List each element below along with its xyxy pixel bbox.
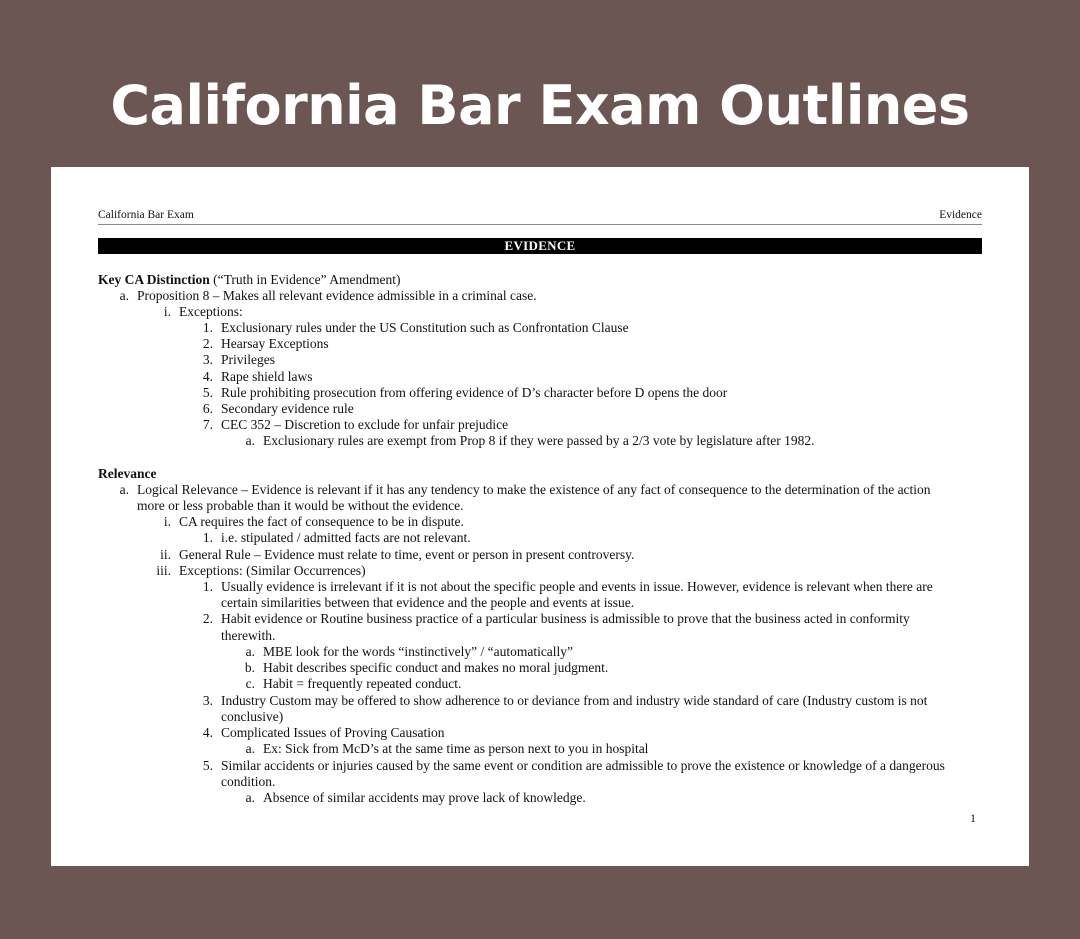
list-marker: 4.	[202, 369, 213, 384]
list-marker: i.	[163, 514, 171, 529]
list-item-text: more or less probable than it would be without the evidence.	[137, 498, 464, 513]
relevance-heading: Relevance	[98, 466, 157, 481]
list-marker: iii.	[156, 563, 171, 578]
section-title: EVIDENCE	[98, 238, 982, 254]
list-item-text: Logical Relevance – Evidence is relevant if it has any tendency to make the existence of any fact of consequence to the determination of the action	[137, 482, 931, 497]
list-marker: 4.	[202, 725, 213, 740]
list-marker: 2.	[202, 336, 213, 351]
list-item-text: Absence of similar accidents may prove lack of knowledge.	[263, 790, 586, 805]
list-marker: 1.	[202, 320, 213, 335]
list-item-text: General Rule – Evidence must relate to time, event or person in present controversy.	[179, 547, 635, 562]
list-marker: b.	[244, 660, 255, 675]
list-marker: c.	[245, 676, 255, 691]
page-number: 1	[970, 811, 976, 825]
key-ca-heading-line	[98, 272, 400, 288]
list-item-text: Rule prohibiting prosecution from offering evidence of D’s character before D opens the door	[221, 385, 728, 400]
list-marker: 6.	[202, 401, 213, 416]
list-marker: a.	[119, 288, 129, 303]
list-item-text: Usually evidence is irrelevant if it is not about the specific people and events in issue. However, evidence is relevant when there are	[221, 579, 933, 594]
list-marker: 1.	[202, 530, 213, 545]
list-item-text: Habit describes specific conduct and makes no moral judgment.	[263, 660, 609, 675]
header-right: Evidence	[939, 209, 982, 221]
list-item-text: Complicated Issues of Proving Causation	[221, 725, 445, 740]
header-left: California Bar Exam	[98, 209, 194, 221]
list-item-text: Similar accidents or injuries caused by the same event or condition are admissible to prove the existence or knowledge of a dangerous	[221, 758, 945, 773]
list-item-text: Exceptions: (Similar Occurrences)	[179, 563, 366, 578]
key-ca-heading: Key CA Distinction	[98, 272, 210, 287]
list-item-text: Rape shield laws	[221, 369, 313, 384]
list-item-text: CEC 352 – Discretion to exclude for unfair prejudice	[221, 417, 509, 432]
list-marker: 5.	[202, 385, 213, 400]
list-marker: 1.	[202, 579, 213, 594]
list-item-text: i.e. stipulated / admitted facts are not relevant.	[221, 530, 471, 545]
list-item-text: therewith.	[221, 628, 276, 643]
list-marker: ii.	[160, 547, 171, 562]
list-item-text: Exceptions:	[179, 304, 243, 319]
document-page	[51, 167, 1029, 866]
list-item-text: Secondary evidence rule	[221, 401, 354, 416]
list-item-text: condition.	[221, 774, 276, 789]
list-item-text: conclusive)	[221, 709, 284, 724]
list-marker: 2.	[202, 611, 213, 626]
list-item-text: Proposition 8 – Makes all relevant evidence admissible in a criminal case.	[137, 288, 537, 303]
list-item-text: Exclusionary rules under the US Constitution such as Confrontation Clause	[221, 320, 629, 335]
list-item-text: Industry Custom may be offered to show adherence to or deviance from and industry wide standard of care (Industry custom is not	[221, 693, 928, 708]
list-marker: a.	[245, 433, 255, 448]
list-marker: 3.	[202, 352, 213, 367]
banner-title: California Bar Exam Outlines	[110, 74, 970, 137]
list-item-text: Hearsay Exceptions	[221, 336, 329, 351]
list-item-text: CA requires the fact of consequence to be in dispute.	[179, 514, 464, 529]
list-item-text: Exclusionary rules are exempt from Prop 8 if they were passed by a 2/3 vote by legislature after 1982.	[263, 433, 815, 448]
list-marker: a.	[245, 644, 255, 659]
list-item-text: Habit evidence or Routine business practice of a particular business is admissible to prove that the business acted in conformity	[221, 611, 910, 626]
list-item-text: Habit = frequently repeated conduct.	[263, 676, 462, 691]
list-marker: a.	[245, 741, 255, 756]
list-marker: a.	[119, 482, 129, 497]
list-item-text: Ex: Sick from McD’s at the same time as person next to you in hospital	[263, 741, 649, 756]
list-marker: 7.	[202, 417, 213, 432]
list-item-text: Privileges	[221, 352, 275, 367]
list-item-text: MBE look for the words “instinctively” / “automatically”	[263, 644, 574, 659]
list-marker: 5.	[202, 758, 213, 773]
running-header	[98, 208, 982, 225]
list-item-text: certain similarities between that evidence and the people and events at issue.	[221, 595, 635, 610]
key-ca-heading-rest: (“Truth in Evidence” Amendment)	[209, 272, 401, 287]
list-marker: a.	[245, 790, 255, 805]
list-marker: 3.	[202, 693, 213, 708]
list-marker: i.	[163, 304, 171, 319]
